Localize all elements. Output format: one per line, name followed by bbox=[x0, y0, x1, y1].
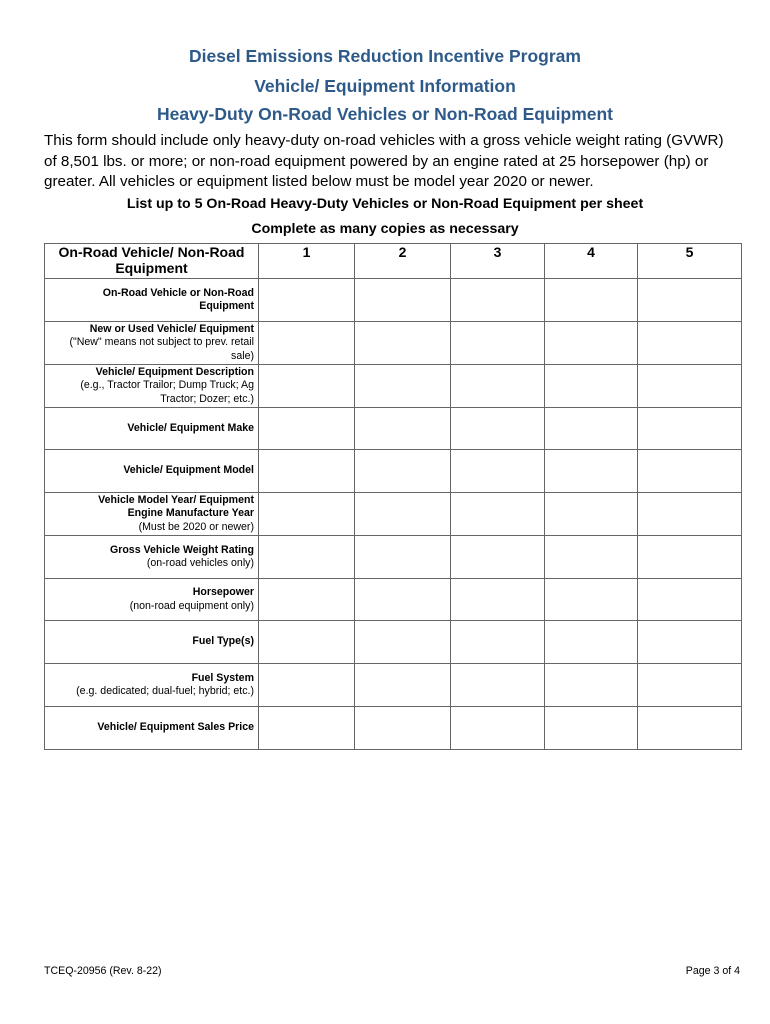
entry-cell[interactable] bbox=[638, 408, 742, 450]
entry-cell[interactable] bbox=[638, 493, 742, 536]
vehicle-equipment-table bbox=[44, 243, 742, 750]
row-label-text: Vehicle/ Equipment Description bbox=[95, 365, 254, 378]
entry-cell[interactable] bbox=[355, 707, 451, 750]
table-row bbox=[45, 279, 742, 322]
row-label bbox=[45, 408, 259, 450]
table-row bbox=[45, 536, 742, 579]
entry-cell[interactable] bbox=[638, 365, 742, 408]
row-label-note: (non-road equipment only) bbox=[129, 599, 254, 612]
entry-cell[interactable] bbox=[259, 536, 355, 579]
row-label bbox=[45, 621, 259, 664]
column-header-4: 4 bbox=[545, 244, 638, 279]
table-row bbox=[45, 493, 742, 536]
entry-cell[interactable] bbox=[355, 450, 451, 493]
entry-cell[interactable] bbox=[545, 664, 638, 707]
entry-cell[interactable] bbox=[638, 579, 742, 621]
entry-cell[interactable] bbox=[451, 279, 545, 322]
row-label bbox=[45, 707, 259, 750]
intro-paragraph bbox=[44, 131, 744, 193]
entry-cell[interactable] bbox=[355, 322, 451, 365]
row-label-note: sale) bbox=[231, 349, 254, 362]
entry-cell[interactable] bbox=[545, 408, 638, 450]
entry-cell[interactable] bbox=[451, 493, 545, 536]
row-label-note: (Must be 2020 or newer) bbox=[138, 520, 254, 533]
entry-cell[interactable] bbox=[451, 322, 545, 365]
page-number: Page 3 of 4 bbox=[685, 965, 740, 977]
list-limit-instruction: List up to 5 On-Road Heavy-Duty Vehicles or Non-Road Equipment per sheet bbox=[126, 196, 644, 212]
column-header-vehicle bbox=[45, 244, 259, 279]
column-header-5: 5 bbox=[638, 244, 742, 279]
form-title: Diesel Emissions Reduction Incentive Program bbox=[189, 46, 581, 66]
row-label bbox=[45, 536, 259, 579]
entry-cell[interactable] bbox=[259, 579, 355, 621]
entry-cell[interactable] bbox=[545, 322, 638, 365]
entry-cell[interactable] bbox=[451, 536, 545, 579]
entry-cell[interactable] bbox=[451, 621, 545, 664]
form-section-title: Heavy-Duty On-Road Vehicles or Non-Road Equipment bbox=[156, 104, 614, 124]
form-subtitle: Vehicle/ Equipment Information bbox=[254, 76, 516, 96]
copies-instruction: Complete as many copies as necessary bbox=[251, 221, 519, 237]
row-label-note: (on-road vehicles only) bbox=[146, 557, 254, 569]
entry-cell[interactable] bbox=[545, 450, 638, 493]
row-label bbox=[45, 579, 259, 621]
entry-cell[interactable] bbox=[259, 450, 355, 493]
entry-cell[interactable] bbox=[638, 621, 742, 664]
row-label-text: Fuel System bbox=[191, 671, 254, 684]
entry-cell[interactable] bbox=[545, 365, 638, 408]
entry-cell[interactable] bbox=[638, 279, 742, 322]
column-header-2: 2 bbox=[355, 244, 451, 279]
entry-cell[interactable] bbox=[638, 707, 742, 750]
intro-line: of 8,501 lbs. or more; or non-road equipment powered by an engine rated at 25 horsepower (hp) or bbox=[44, 152, 709, 170]
row-label-text: Horsepower bbox=[192, 586, 254, 598]
row-label-text: Fuel Type(s) bbox=[192, 635, 254, 648]
header-label-line: On-Road Vehicle/ Non-Road bbox=[58, 244, 245, 260]
entry-cell[interactable] bbox=[545, 621, 638, 664]
entry-cell[interactable] bbox=[355, 536, 451, 579]
row-label-note: (e.g. dedicated; dual-fuel; hybrid; etc.) bbox=[76, 685, 254, 697]
intro-line: This form should include only heavy-duty on-road vehicles with a gross vehicle weight rating (GVWR) bbox=[44, 132, 724, 149]
column-header-1: 1 bbox=[259, 244, 355, 279]
entry-cell[interactable] bbox=[355, 365, 451, 408]
row-label-text: Equipment bbox=[199, 300, 254, 312]
entry-cell[interactable] bbox=[355, 493, 451, 536]
entry-cell[interactable] bbox=[638, 450, 742, 493]
row-label bbox=[45, 664, 259, 707]
entry-cell[interactable] bbox=[259, 365, 355, 408]
entry-cell[interactable] bbox=[259, 621, 355, 664]
entry-cell[interactable] bbox=[451, 450, 545, 493]
entry-cell[interactable] bbox=[355, 664, 451, 707]
entry-cell[interactable] bbox=[545, 493, 638, 536]
form-id: TCEQ-20956 (Rev. 8-22) bbox=[44, 965, 162, 977]
entry-cell[interactable] bbox=[545, 536, 638, 579]
table-row bbox=[45, 664, 742, 707]
row-label bbox=[45, 322, 259, 365]
entry-cell[interactable] bbox=[355, 621, 451, 664]
entry-cell[interactable] bbox=[451, 408, 545, 450]
entry-cell[interactable] bbox=[545, 279, 638, 322]
table-row bbox=[45, 579, 742, 621]
entry-cell[interactable] bbox=[259, 707, 355, 750]
intro-line: greater. All vehicles or equipment listed below must be model year 2020 or newer. bbox=[44, 173, 594, 190]
row-label bbox=[45, 450, 259, 493]
entry-cell[interactable] bbox=[638, 322, 742, 365]
entry-cell[interactable] bbox=[259, 279, 355, 322]
entry-cell[interactable] bbox=[451, 365, 545, 408]
entry-cell[interactable] bbox=[355, 279, 451, 322]
row-label-text: Vehicle Model Year/ Equipment bbox=[98, 493, 254, 506]
row-label-text: Vehicle/ Equipment Sales Price bbox=[97, 721, 254, 734]
entry-cell[interactable] bbox=[451, 707, 545, 750]
entry-cell[interactable] bbox=[259, 408, 355, 450]
row-label-note: ("New" means not subject to prev. retail bbox=[69, 336, 254, 349]
entry-cell[interactable] bbox=[545, 707, 638, 750]
table-row bbox=[45, 322, 742, 365]
table-row bbox=[45, 408, 742, 450]
row-label-text: Engine Manufacture Year bbox=[127, 507, 254, 520]
entry-cell[interactable] bbox=[545, 579, 638, 621]
table-row bbox=[45, 707, 742, 750]
table-row bbox=[45, 365, 742, 408]
entry-cell[interactable] bbox=[638, 664, 742, 707]
column-header-3: 3 bbox=[451, 244, 545, 279]
row-label-text: Vehicle/ Equipment Make bbox=[127, 421, 254, 434]
row-label-text: New or Used Vehicle/ Equipment bbox=[89, 322, 254, 335]
row-label-note: (e.g., Tractor Trailor; Dump Truck; Ag bbox=[80, 379, 254, 392]
row-label bbox=[45, 365, 259, 408]
row-label-note: Tractor; Dozer; etc.) bbox=[160, 392, 254, 405]
entry-cell[interactable] bbox=[259, 664, 355, 707]
table-header-row bbox=[45, 244, 742, 279]
row-label-text: On-Road Vehicle or Non-Road bbox=[102, 286, 254, 299]
row-label-text: Gross Vehicle Weight Rating bbox=[109, 543, 254, 556]
entry-cell[interactable] bbox=[355, 408, 451, 450]
entry-cell[interactable] bbox=[451, 579, 545, 621]
entry-cell[interactable] bbox=[259, 493, 355, 536]
table-row bbox=[45, 621, 742, 664]
row-label bbox=[45, 279, 259, 322]
row-label bbox=[45, 493, 259, 536]
entry-cell[interactable] bbox=[451, 664, 545, 707]
header-label-line: Equipment bbox=[115, 260, 188, 276]
row-label-text: Vehicle/ Equipment Model bbox=[123, 464, 254, 477]
table-row bbox=[45, 450, 742, 493]
entry-cell[interactable] bbox=[638, 536, 742, 579]
entry-cell[interactable] bbox=[259, 322, 355, 365]
entry-cell[interactable] bbox=[355, 579, 451, 621]
